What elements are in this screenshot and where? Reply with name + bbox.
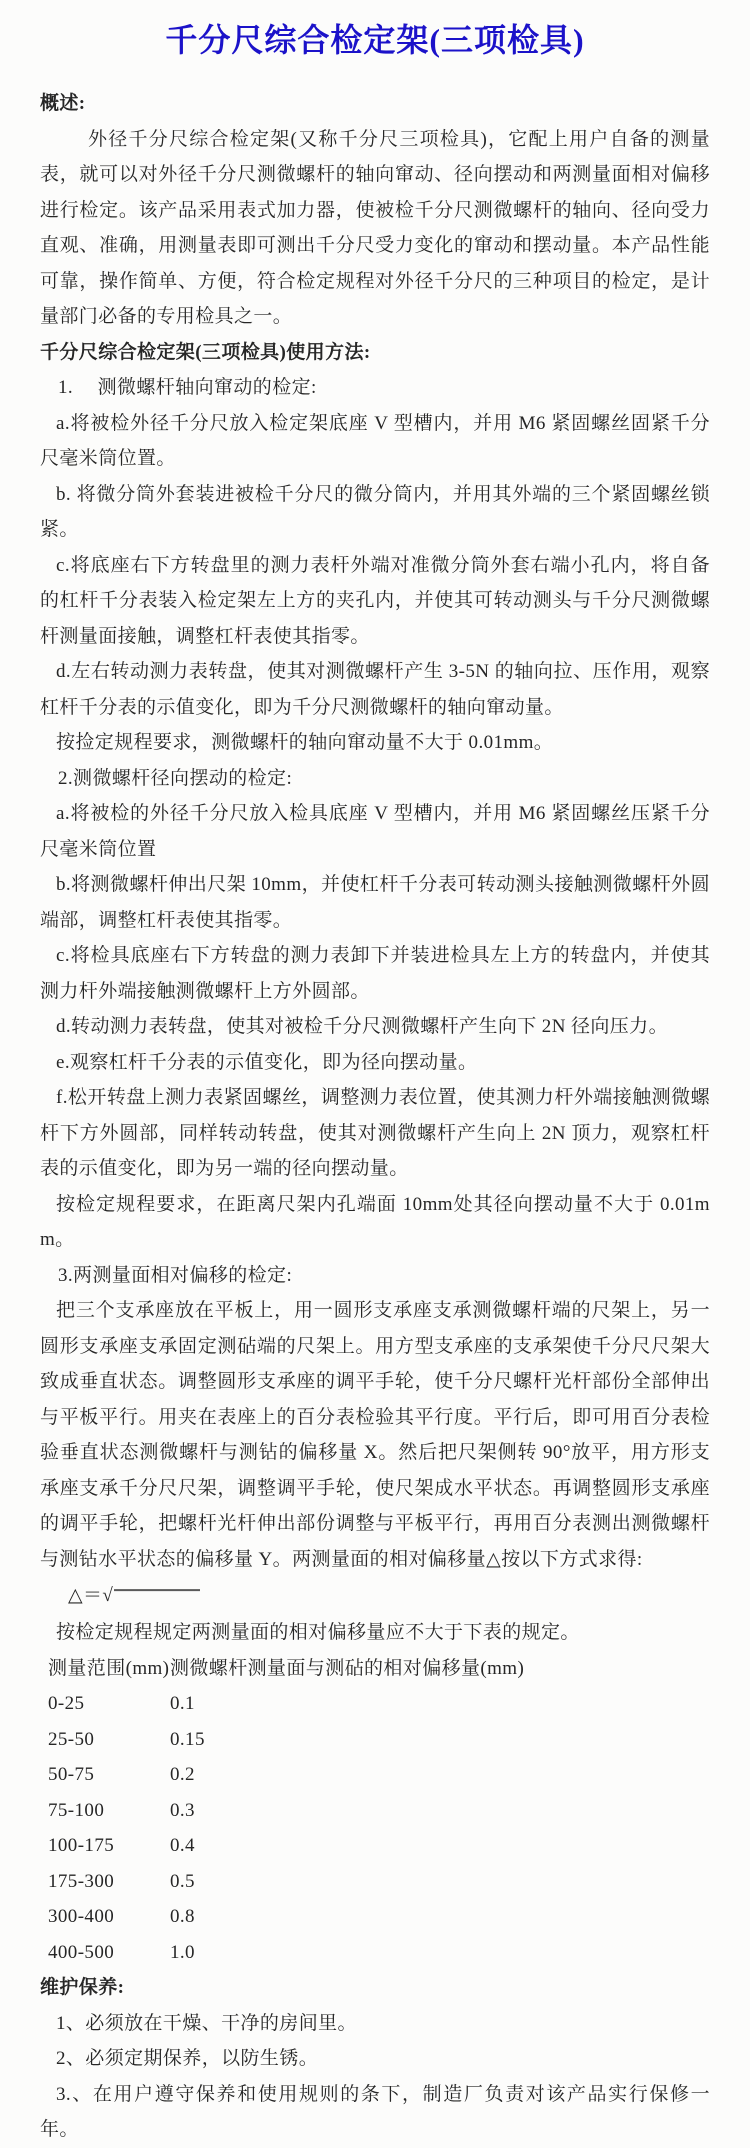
offset-table [40,1651,710,1971]
usage-heading: 千分尺综合检定架(三项检具)使用方法: [40,341,371,363]
range-cell: 175-300 [48,1870,115,1892]
usage-step-2d: d.转动测力表转盘，使其对被检千分尺测微螺杆产生向下 2N 径向压力。 [56,1016,668,1037]
table-row [40,1686,710,1722]
range-cell: 100-175 [48,1835,115,1856]
table-row [40,1828,710,1864]
offset-cell: 0.4 [170,1835,195,1856]
offset-cell: 0.2 [170,1764,195,1785]
usage-requirement-1: 按捡定规程要求，测微螺杆的轴向窜动量不大于 0.01mm。 [56,732,554,753]
table-row [40,1722,710,1758]
usage-step-3-body: 把三个支承座放在平板上，用一圆形支承座支承测微螺杆端的尺架上，另一圆形支承座支承固定测砧端的尺架上。用方型支承座的支承架使千分尺尺架大致成垂直状态。调整圆形支承座的调平手轮，使千分尺螺杆光杆部份全部伸出与平板平行。用夹在表座上的百分表检验其平行度。平行后，即可用百分表检验垂直状态测微螺杆与测钻的偏移量 X。然后把尺架侧转 90°放平，用方形支承座支承千分尺尺架，调整调平手轮，使尺架成水平状态。再调整圆形支承座的调平手轮，把螺杆光杆伸出部份调整与平板平行，再用百分表测出测微螺杆与测钻水平状态的偏移量 Y。两测量面的相对偏移量△按以下方式求得: [40,1300,710,1570]
usage-step-2-title: 2.测微螺杆径向摆动的检定: [58,767,293,789]
usage-step-1-title: 1. 测微螺杆轴向窜动的检定: [58,377,317,398]
offset-cell: 0.3 [170,1799,195,1821]
offset-cell: 0.1 [170,1693,195,1714]
formula-overline [114,1589,200,1591]
offset-cell: 1.0 [170,1941,195,1963]
offset-cell: 0.15 [170,1728,205,1750]
usage-step-2c: c.将检具底座右下方转盘的测力表卸下并装进检具左上方的转盘内，并使其测力杆外端接触测微螺杆上方外圆部。 [40,945,710,1002]
table-header-range: 测量范围(mm) [48,1657,170,1679]
overview-paragraph: 外径千分尺综合检定架(又称千分尺三项检具)，它配上用户自备的测量表，就可以对外径千分尺测微螺杆的轴向窜动、径向摆动和两测量面相对偏移进行检定。该产品采用表式加力器，使被检千分尺测微螺杆的轴向、径向受力直观、准确，用测量表即可测出千分尺受力变化的窜动和摆动量。本产品性能可靠，操作简单、方便，符合检定规程对外径千分尺的三种项目的检定，是计量部门必备的专用检具之一。 [40,128,710,327]
usage-step-3-title: 3.两测量面相对偏移的检定: [58,1264,293,1286]
range-cell: 300-400 [48,1906,115,1927]
table-note: 按检定规程规定两测量面的相对偏移量应不大于下表的规定。 [56,1622,580,1643]
usage-step-1c: c.将底座右下方转盘里的测力表杆外端对准微分筒外套右端小孔内，将自备的杠杆千分表装入检定架左上方的夹孔内，并使其可转动测头与千分尺测微螺杆测量面接触，调整杠杆表使其指零。 [40,554,710,647]
table-row [40,1899,710,1935]
table-header-offset: 测微螺杆测量面与测砧的相对偏移量(mm) [170,1657,525,1679]
usage-requirement-2: 按检定规程要求，在距离尺架内孔端面 10mm处其径向摆动量不大于 0.01mm。 [40,1193,710,1250]
usage-step-2b: b.将测微螺杆伸出尺架 10mm，并使杠杆千分表可转动测头接触测微螺杆外圆端部，调整杠杆表使其指零。 [40,874,710,931]
offset-cell: 0.5 [170,1870,195,1892]
table-row [40,1864,710,1900]
maintenance-item-1: 1、必须放在干燥、干净的房间里。 [56,2012,357,2034]
table-row [40,1793,710,1829]
usage-step-1d: d.左右转动测力表转盘，使其对测微螺杆产生 3-5N 的轴向拉、压作用，观察杠杆千分表的示值变化，即为千分尺测微螺杆的轴向窜动量。 [40,661,710,718]
usage-step-2a: a.将被检的外径千分尺放入检具底座 V 型槽内，并用 M6 紧固螺丝压紧千分尺毫米筒位置 [40,803,710,860]
range-cell: 400-500 [48,1941,115,1963]
maintenance-heading: 维护保养: [40,1977,125,1998]
overview-heading: 概述: [40,93,86,114]
table-row [40,1757,710,1793]
formula-text: △＝√ [68,1585,114,1606]
usage-step-2f: f.松开转盘上测力表紧固螺丝，调整测力表位置，使其测力杆外端接触测微螺杆下方外圆部，同样转动转盘，使其对测微螺杆产生向上 2N 顶力，观察杠杆表的示值变化，即为另一端的径向摆动量。 [40,1087,710,1179]
range-cell: 75-100 [48,1799,105,1821]
usage-step-1a: a.将被检外径千分尺放入检定架底座 V 型槽内，并用 M6 紧固螺丝固紧千分尺毫米筒位置。 [40,412,710,469]
maintenance-item-2: 2、必须定期保养，以防生锈。 [56,2048,319,2069]
usage-step-2e: e.观察杠杆千分表的示值变化，即为径向摆动量。 [56,1051,478,1073]
range-cell: 50-75 [48,1764,95,1785]
offset-cell: 0.8 [170,1906,195,1927]
range-cell: 25-50 [48,1728,95,1750]
maintenance-item-3: 3.、在用户遵守保养和使用规则的条下，制造厂负责对该产品实行保修一年。 [40,2083,710,2140]
range-cell: 0-25 [48,1693,85,1714]
usage-step-1b: b. 将微分筒外套装进被检千分尺的微分筒内，并用其外端的三个紧固螺丝锁紧。 [40,483,710,540]
table-header-row [40,1651,710,1687]
offset-formula [40,1577,710,1615]
page-title: 千分尺综合检定架(三项检具) [165,22,585,58]
table-row [40,1935,710,1971]
